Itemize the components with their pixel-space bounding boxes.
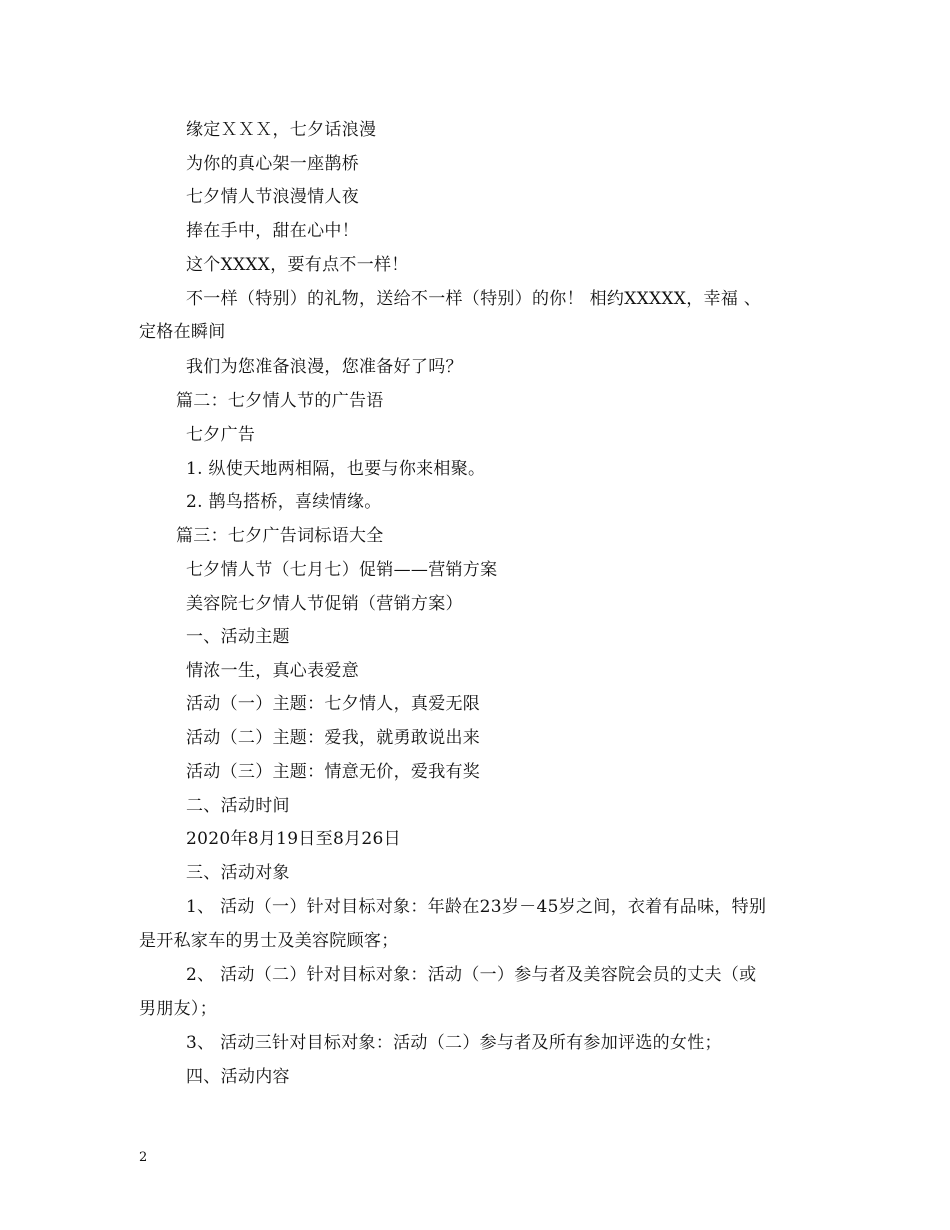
page-number: 2: [139, 1150, 148, 1165]
text-line: 四、活动内容: [186, 1067, 290, 1087]
text-line: 3、 活动三针对目标对象：活动（二）参与者及所有参加评选的女性；: [186, 1033, 722, 1053]
text-line: 二、活动时间: [186, 796, 290, 816]
text-line: 七夕情人节（七月七）促销——营销方案: [186, 560, 498, 580]
text-line: 活动（二）主题：爱我，就勇敢说出来: [186, 728, 481, 748]
text-line: 为你的真心架一座鹊桥: [186, 154, 359, 174]
text-line: 美容院七夕情人节促销（营销方案）: [186, 594, 463, 614]
text-line: 三、活动对象: [186, 863, 290, 883]
text-line: 缘定ＸＸＸ，七夕话浪漫: [186, 120, 377, 140]
text-line: 活动（一）主题：七夕情人，真爱无限: [186, 694, 481, 714]
section-heading: 篇二：七夕情人节的广告语: [176, 391, 384, 411]
text-line: 2. 鹊鸟搭桥，喜续情缘。: [186, 492, 382, 512]
text-line: 2020年8月19日至8月26日: [186, 829, 401, 849]
text-line: 男朋友）；: [139, 999, 217, 1019]
text-line: 一、活动主题: [186, 627, 290, 647]
text-line: 1. 纵使天地两相隔，也要与你来相聚。: [186, 459, 486, 479]
text-line: 七夕情人节浪漫情人夜: [186, 187, 359, 207]
text-line: 这个XXXX，要有点不一样！: [186, 255, 409, 275]
text-line: 定格在瞬间: [139, 322, 226, 342]
text-line: 我们为您准备浪漫，您准备好了吗？: [186, 357, 463, 377]
text-line: 2、 活动（二）针对目标对象：活动（一）参与者及美容院会员的丈夫（或: [186, 965, 757, 985]
text-line: 活动（三）主题：情意无价，爱我有奖: [186, 762, 481, 782]
text-line: 是开私家车的男士及美容院顾客；: [139, 931, 399, 951]
text-line: 情浓一生，真心表爱意: [186, 661, 359, 681]
section-heading: 篇三：七夕广告词标语大全: [176, 526, 384, 546]
text-line: 七夕广告: [186, 425, 256, 445]
text-line: 捧在手中，甜在心中！: [186, 221, 359, 241]
text-line: 不一样（特别）的礼物，送给不一样（特别）的你！ 相约XXXXX，幸福 、: [186, 289, 762, 309]
text-line: 1、 活动（一）针对目标对象：年龄在23岁－45岁之间，衣着有品味，特别: [186, 897, 767, 917]
